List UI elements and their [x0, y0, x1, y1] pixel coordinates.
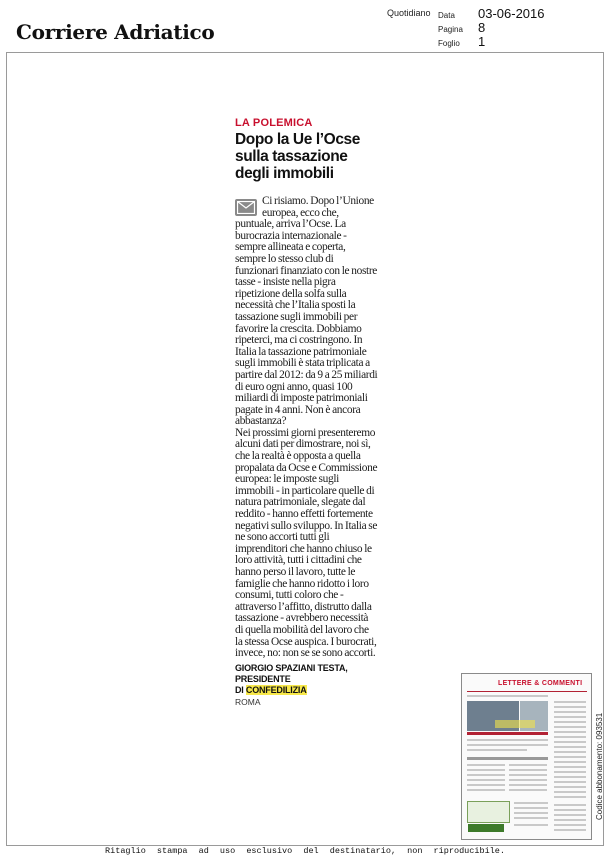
thumbnail-text-line — [554, 786, 586, 788]
thumbnail-rule — [467, 691, 587, 692]
thumbnail-text-line — [554, 751, 586, 753]
meta-label: Pagina — [438, 25, 463, 34]
thumbnail-text-line — [554, 829, 586, 831]
thumbnail-text-line — [554, 809, 586, 811]
thumbnail-text-line — [509, 789, 547, 791]
thumbnail-section-title: LETTERE & COMMENTI — [498, 680, 583, 687]
thumbnail-text-line — [514, 802, 548, 804]
thumbnail-text-line — [467, 757, 548, 760]
thumbnail-text-line — [554, 824, 586, 826]
thumbnail-text-line — [554, 766, 586, 768]
signature-di: DI — [235, 684, 246, 695]
thumbnail-text-line — [554, 819, 586, 821]
thumbnail-text-line — [509, 764, 547, 766]
thumbnail-text-line — [514, 817, 548, 819]
thumbnail-text-line — [554, 726, 586, 728]
article-kicker: LA POLEMICA — [235, 117, 313, 129]
thumbnail-text-line — [509, 784, 547, 786]
signature-organization: CONFEDILIZIA — [245, 684, 307, 695]
thumbnail-text-line — [554, 756, 586, 758]
thumbnail-text-line — [554, 776, 586, 778]
footer-notice: Ritaglio stampa ad uso esclusivo del destinatario, non riproducibile. — [105, 846, 505, 856]
meta-label: Foglio — [438, 39, 460, 48]
thumbnail-highlight — [495, 720, 535, 728]
thumbnail-advert-bar — [468, 824, 504, 832]
thumbnail-text-line — [554, 721, 586, 723]
thumbnail-text-line — [554, 706, 586, 708]
meta-row-sheet — [438, 34, 545, 48]
thumbnail-text-line — [554, 741, 586, 743]
thumbnail-text-line — [467, 695, 548, 697]
thumbnail-text-line — [554, 736, 586, 738]
meta-row-date — [438, 6, 545, 20]
page-thumbnail — [461, 673, 592, 840]
thumbnail-text-line — [467, 749, 527, 751]
thumbnail-text-line — [467, 769, 505, 771]
thumbnail-text-line — [509, 774, 547, 776]
thumbnail-text-line — [467, 764, 505, 766]
article — [235, 117, 378, 707]
meta-value: 03-06-2016 — [478, 6, 545, 21]
meta-value: 1 — [478, 34, 486, 49]
thumbnail-text-line — [467, 784, 505, 786]
thumbnail-text-line — [514, 807, 548, 809]
thumbnail-text-line — [509, 779, 547, 781]
thumbnail-text-line — [554, 804, 586, 806]
thumbnail-text-line — [509, 769, 547, 771]
publication-type: Quotidiano — [387, 8, 431, 18]
thumbnail-text-line — [554, 781, 586, 783]
article-body-wrap — [235, 196, 378, 660]
thumbnail-text-line — [467, 774, 505, 776]
subscription-code-value: 093531 — [595, 712, 604, 740]
subscription-code — [595, 713, 604, 820]
thumbnail-text-line — [467, 739, 548, 741]
signature-name: GIORGIO SPAZIANI TESTA, PRESIDENTE — [235, 662, 348, 684]
meta-box — [438, 6, 545, 48]
thumbnail-text-line — [554, 701, 586, 703]
article-signature — [235, 663, 378, 696]
thumbnail-text-line — [554, 814, 586, 816]
thumbnail-red-bar — [467, 732, 548, 735]
article-headline: Dopo la Ue l’Ocse sulla tassazione degli immobili — [235, 131, 360, 182]
thumbnail-advert — [467, 801, 510, 823]
masthead: Corriere Adriatico — [16, 20, 215, 44]
thumbnail-text-line — [554, 761, 586, 763]
article-body: Ci risiamo. Dopo l’Unione europea, ecco che, puntuale, arriva l’Ocse. La burocrazia internazionale - sempre allineata e coperta, sempre lo stesso club di funzionari finanziato con le nostre tasse - insiste nella pigra ripetizione della solfa sulla necessità che l’Italia sposti la tassazione sugli immobili per favorire la crescita. Dobbiamo ripeterci, ma ci costringono. In Italia la tassazione patrimoniale sugli immobili è stata triplicata a partire dal 2012: da 9 a 25 miliardi di euro ogni anno, quasi 100 miliardi di imposte patrimoniali pagate in 4 anni. Non è ancora abbastanza? Nei prossimi giorni presenteremo alcuni dati per dimostrare, noi sì, che la realtà è opposta a quella propalata da Ocse e Commissione europea: le imposte sugli immobili - in particolare quelle di natura patrimoniale, slegate dal reddito - hanno effetti fortemente negativi sullo sviluppo. In Italia se ne sono accorti tutti gli imprenditori che hanno chiuso le loro attività, tutti i cittadini che hanno perso il lavoro, tutte le famiglie che hanno ridotto i loro consumi, tutti coloro che - attraverso l’affitto, distrutto dalla tassazione - avrebbero necessità di quella mobilità del lavoro che la stessa Ocse auspica. I burocrati, invece, no: non se se sono accorti. — [235, 195, 378, 660]
thumbnail-text-line — [514, 812, 548, 814]
meta-row-page — [438, 20, 545, 34]
thumbnail-text-line — [554, 791, 586, 793]
thumbnail-text-line — [554, 711, 586, 713]
thumbnail-text-line — [467, 779, 505, 781]
thumbnail-text-line — [554, 731, 586, 733]
thumbnail-text-line — [554, 796, 586, 798]
thumbnail-text-line — [514, 824, 548, 826]
meta-value: 8 — [478, 20, 486, 35]
thumbnail-text-line — [467, 744, 548, 746]
envelope-icon — [235, 199, 257, 216]
subscription-code-label: Codice abbonamento: — [595, 741, 604, 820]
thumbnail-text-line — [554, 771, 586, 773]
thumbnail-text-line — [554, 716, 586, 718]
article-place: ROMA — [235, 696, 261, 707]
thumbnail-text-line — [554, 746, 586, 748]
meta-label: Data — [438, 11, 455, 20]
thumbnail-text-line — [467, 789, 505, 791]
